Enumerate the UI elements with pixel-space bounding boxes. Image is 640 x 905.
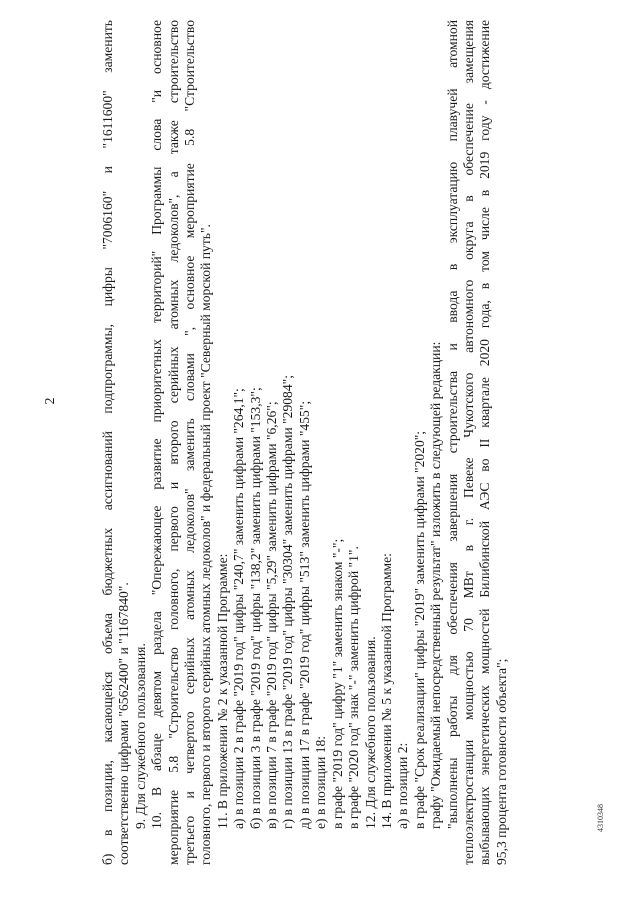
paragraph-line: в графе "Срок реализации" цифры "2019" заменить цифрами "2020"; xyxy=(411,430,427,829)
document-body xyxy=(100,20,560,865)
paragraph-line: б) в позиции 3 в графе "2019 год" цифры "138,2" заменить цифрами "153,3"; xyxy=(247,387,263,829)
paragraph-line: в графе "2020 год" знак "-" заменить цифрой "1". xyxy=(346,546,362,829)
paragraph-line: б) в позиции, касающейся объема бюджетных ассигнований подпрограммы, цифры "7006160" и "1611600" заменить xyxy=(100,20,115,865)
paragraph-line: а) в позиции 2 в графе "2019 год" цифры "240,7" заменить цифрами "264,1"; xyxy=(231,388,247,829)
paragraph-line: 95,3 процента готовности объекта"; xyxy=(493,658,509,865)
paragraph-line: г) в позиции 13 в графе "2019 год" цифры "30304" заменить цифрами "29084"; xyxy=(280,375,296,829)
paragraph-line: графу "Ожидаемый непосредственный результат" изложить в следующей редакции: xyxy=(428,341,444,829)
paragraph-line: "выполнены работы для обеспечения завершения строительства и ввода в эксплуатацию плавучей атомной xyxy=(444,20,460,829)
paragraph-line: соответственно цифрами "6562400" и "1167840". xyxy=(116,582,132,865)
paragraph-line: 11. В приложении № 2 к указанной Программе: xyxy=(214,553,230,829)
paragraph-line: мероприятие 5.8 "Строительство головного, первого и второго серийных атомных ледоколов", а также строительство xyxy=(165,20,181,865)
paragraph-line: третьего и четвертого серийных атомных ледоколов" заменить словами ", основное мероприятие 5.8 "Строительство xyxy=(182,20,198,865)
paragraph-line: 10. В абзаце девятом раздела "Опережающее развитие приоритетных территорий" Программы слова "и основное xyxy=(149,20,165,829)
paragraph-line: головного, первого и второго серийных атомных ледоколов" и федеральный проект "Северный морской путь". xyxy=(198,224,214,865)
paragraph-line: д) в позиции 17 в графе "2019 год" цифры "513" заменить цифрами "455"; xyxy=(296,400,312,829)
page-number: 2 xyxy=(43,397,58,405)
paragraph-line: в графе "2019 год" цифру "1" заменить знаком "-"; xyxy=(329,538,345,829)
paragraph-line: 9. Для служебного пользования. xyxy=(132,643,148,829)
paragraph-line: 14. В приложении № 5 к указанной Программе: xyxy=(378,553,394,829)
paragraph-line: а) в позиции 2: xyxy=(395,742,411,829)
document-code: 4310348 xyxy=(596,804,605,832)
paragraph-line: теплоэлектростанции мощностью 70 МВт в г. Певеке Чукотского автономного округа в обеспечение замещения xyxy=(460,20,476,865)
paragraph-line: 12. Для служебного пользования. xyxy=(362,636,378,829)
paragraph-line: выбывающих энергетических мощностей Билибинской АЭС во II квартале 2020 года, в том числе в 2019 году - достижение xyxy=(477,20,493,865)
paragraph-line: е) в позиции 18: xyxy=(313,735,329,829)
paragraph-line: в) в позиции 7 в графе "2019 год" цифры "5,29" заменить цифрами "6,26"; xyxy=(264,401,280,829)
